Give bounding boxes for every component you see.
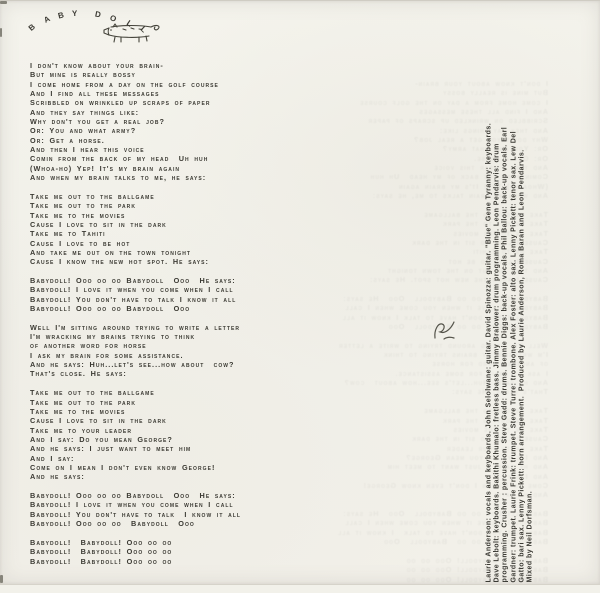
lyric-line: And when my brain talks to me, he says: (30, 173, 207, 183)
lyric-line: Cause I love to sit in the dark (411, 237, 548, 247)
credit-line: Gardner: trumpet. Laurie Frink: trumpet. Steve Turre: trombone. Alex Foster: alto sax. Lenny Pickett: tenor sax. Lew Del (510, 130, 518, 583)
lyric-line: Cause I love to be hot (30, 238, 131, 248)
title-letter: D (94, 9, 102, 20)
lyrics-stanza (30, 276, 330, 313)
lyric-line: But mine is really bossy (442, 88, 548, 98)
lyric-line: And I find all these messages (30, 89, 160, 99)
lyric-line: Take me out to the ballgame (423, 406, 548, 416)
credit-line: Mixed by Neil Dorfsman. (526, 490, 534, 583)
lyric-line: I don't know about your brain- (30, 61, 164, 70)
lyric-line: Babydoll! I love it when you come when I call (30, 285, 234, 295)
lyric-line: And when my brain talks to me, he says: (371, 191, 548, 201)
lyric-line: Babydoll! Babydoll! Ooo oo oo (30, 556, 173, 566)
track-title-arc (0, 1, 200, 61)
lyric-line: Take me out to the park (441, 415, 548, 425)
lyric-line: Come on I mean I don't even know George! (362, 480, 548, 490)
lyric-line: Babydoll! Babydoll! Ooo oo oo (405, 565, 548, 575)
lyric-line: Take me to the movies (30, 210, 126, 220)
lyric-line: Take me out to the ballgame (30, 191, 155, 201)
lyric-line: (Whoa-ho) Yep! It's my brain again (397, 181, 548, 191)
lyric-line: I ask my brain for some assistance. (394, 368, 548, 378)
credit-line: Dave Lebolt: keyboards. Bakithi Khumalo: fretless bass. Jimmy Bralower: drum programming. Leon Pendarvis: drum (493, 143, 501, 583)
lyric-line: Cause I love to be hot (447, 256, 548, 266)
lyric-line: Or: You and what army? (441, 144, 548, 154)
lyric-line: Babydoll! Ooo oo oo Babydoll Ooo He says: (30, 491, 236, 501)
credit-line: Laurie Anderson: vocals and keyboards. John Selolwane: guitar. David Spinozza: guitar. "Blue" Gene Tyranny: keyboards. (485, 122, 493, 583)
lyrics-stanza (30, 192, 330, 267)
lyric-line: Babydoll! I love it when you come when I call (30, 500, 234, 510)
lyric-line: And I say: Do you mean George? (405, 452, 548, 462)
pig-doodle-icon (101, 23, 167, 43)
lyric-line: And he says: (30, 472, 85, 482)
lyric-line: And he says: I just want to meet him (386, 462, 548, 472)
title-letter: Y (71, 8, 78, 19)
lyric-line: Cause I love to sit in the dark (30, 416, 167, 426)
lyric-line: I come home from a day on the golf course (359, 97, 548, 107)
lyric-line: Come on I mean I don't even know George! (30, 462, 216, 472)
credit-line: Gatto: bari sax. Lenny Pickett: horn arrangement. Produced by Laurie Anderson, Roma Baran and Leon Pendarvis. (518, 149, 526, 583)
lyric-line: Take me out to the park (30, 201, 137, 211)
lyric-line: I don't know about your brain- (414, 79, 548, 88)
lyric-line: Or: You and what army? (30, 126, 137, 136)
lyric-line: Take me out to the park (441, 219, 548, 229)
lyrics (30, 61, 330, 575)
lyric-line: Babydoll! I love it when you come when I call (344, 518, 548, 528)
credits-block (486, 36, 536, 583)
lyric-line: Scribbled on wrinkled up scraps of paper (367, 116, 548, 126)
lyric-line: And I say: (30, 453, 75, 463)
lyric-line: Babydoll! Babydoll! Ooo oo oo (405, 555, 548, 565)
lyric-line: Babydoll! You don't have to talk I know it all (337, 527, 548, 537)
lyric-line: Well I'm sitting around trying to write a letter (30, 322, 241, 332)
lyric-line: Babydoll! Ooo oo oo Babydoll Ooo (30, 519, 195, 529)
lyrics-stanza (30, 323, 330, 379)
lyric-line: Scribbled on wrinkled up scraps of paper (30, 98, 211, 108)
title-letter: B (26, 22, 37, 33)
title-letter: B (56, 10, 65, 21)
lyric-line: Babydoll! Ooo oo oo Babydoll Ooo (387, 322, 548, 332)
lyric-line: Take me to the movies (452, 424, 548, 434)
title-letter: L (138, 24, 149, 35)
title-letter: O (108, 13, 118, 24)
lyric-line: Comin from the back of my head Uh huh (30, 154, 209, 164)
lyric-line: Why don't you get a real job? (30, 117, 166, 127)
lyric-line: And then I hear this voice (30, 145, 145, 155)
lyric-line: Why don't you get a real job? (412, 135, 548, 145)
lyrics-stanza (30, 491, 330, 528)
lyric-line: Babydoll! Ooo oo oo Babydoll Ooo (383, 537, 548, 547)
lyric-line: of another word for horse (431, 359, 548, 369)
lyric-line: And he says: (493, 490, 548, 500)
lyric-line: Babydoll! Ooo oo oo Babydoll Ooo He says: (30, 276, 236, 285)
lyric-line: Take me out to the ballgame (423, 209, 548, 219)
lyric-line: Babydoll! You don't have to talk I know it all (30, 294, 237, 304)
lyric-line: Take me to Tahiti (30, 229, 106, 239)
ink-squiggle-icon (432, 320, 456, 342)
lyric-line: Babydoll! You don't have to talk I know it all (341, 312, 548, 322)
credit-line: programming. Crusher : percussion. Steve Gadd: drums. Bennie Diggs: back-up vocals. Phil Ballou: back-up vocals. Earl (501, 126, 509, 583)
lyric-line: Cause I love to sit in the dark (30, 219, 167, 229)
lyric-line: of another word for horse (30, 341, 147, 351)
lyric-line: Cause I love to sit in the dark (411, 434, 548, 444)
lyric-line: Cause I know the new hot spot. He says: (368, 275, 548, 285)
lyrics-stanza (30, 538, 330, 566)
lyric-line: (Whoa-ho) Yep! It's my brain again (30, 163, 181, 173)
lyric-line: Babydoll! Babydoll! Ooo oo oo (30, 537, 173, 547)
lyric-line: And I find all these messages (418, 107, 548, 117)
lyrics-stanza (30, 388, 330, 481)
lyric-line: Babydoll! Babydoll! Ooo oo oo (30, 547, 173, 557)
lyric-line: I'm wracking my brains trying to think (382, 350, 548, 360)
lyric-line: And he says: Huh...let's see...how about cow? (343, 378, 548, 388)
lyric-line: And then I hear this voice (433, 163, 548, 173)
lyric-line: Or: Get a horse. (473, 153, 548, 163)
lyric-line: Babydoll! Babydoll! Ooo oo oo (405, 574, 548, 584)
lyric-line: Take me out to the ballgame (30, 388, 155, 398)
lyric-line: I come home from a day on the golf course (30, 79, 219, 89)
lyric-line: But mine is really bossy (30, 70, 136, 80)
lyric-line: And take me out on the town tonight (386, 265, 548, 275)
lyric-line: Babydoll! Ooo oo oo Babydoll Ooo He says: (342, 509, 548, 519)
lyric-line: That's close. He says: (30, 369, 127, 379)
lyric-line: Babydoll! You don't have to talk I know it all (30, 509, 241, 519)
lyric-line: Or: Get a horse. (30, 135, 105, 145)
lyric-line: And I say: Do you mean George? (30, 434, 173, 444)
lyric-line: Babydoll! I love it when you come when I call (344, 303, 548, 313)
lyric-line: Cause I know the new hot spot. He says: (30, 257, 210, 267)
lyric-line: I'm wracking my brains trying to think (30, 332, 196, 342)
lyric-line: Take me to your leader (30, 425, 132, 435)
lyric-line: Take me to the movies (30, 406, 126, 416)
scan-edge-mark (0, 575, 3, 583)
lyrics-stanza (30, 61, 330, 182)
lyric-line: And they say things like: (438, 125, 548, 135)
lyric-line: Take me to Tahiti (472, 247, 548, 257)
lyric-line: I ask my brain for some assistance. (30, 350, 184, 360)
lyric-line: And he says: Huh...let's see...how about cow? (30, 360, 235, 370)
lyric-line: Well I'm sitting around trying to write a letter (337, 340, 548, 350)
lyric-line: And take me out on the town tonight (30, 247, 192, 257)
lyric-line: Take me out to the park (30, 397, 137, 407)
title-letter: A (42, 14, 52, 25)
lyric-line: Take me to the movies (452, 228, 548, 238)
lyric-line: Babydoll! Ooo oo oo Babydoll Ooo (30, 304, 191, 314)
title-letter: L (124, 18, 134, 29)
lyric-line: That's close. He says: (451, 387, 548, 397)
lyric-line: Babydoll! Ooo oo oo Babydoll Ooo He says: (342, 294, 548, 303)
lyric-line: And they say things like: (30, 107, 140, 117)
lyric-line: And I say: (503, 471, 548, 481)
lyric-line: Take me to your leader (446, 443, 548, 453)
lyric-line: Comin from the back of my head Uh huh (369, 172, 548, 182)
lyric-line: And he says: I just want to meet him (30, 444, 192, 454)
